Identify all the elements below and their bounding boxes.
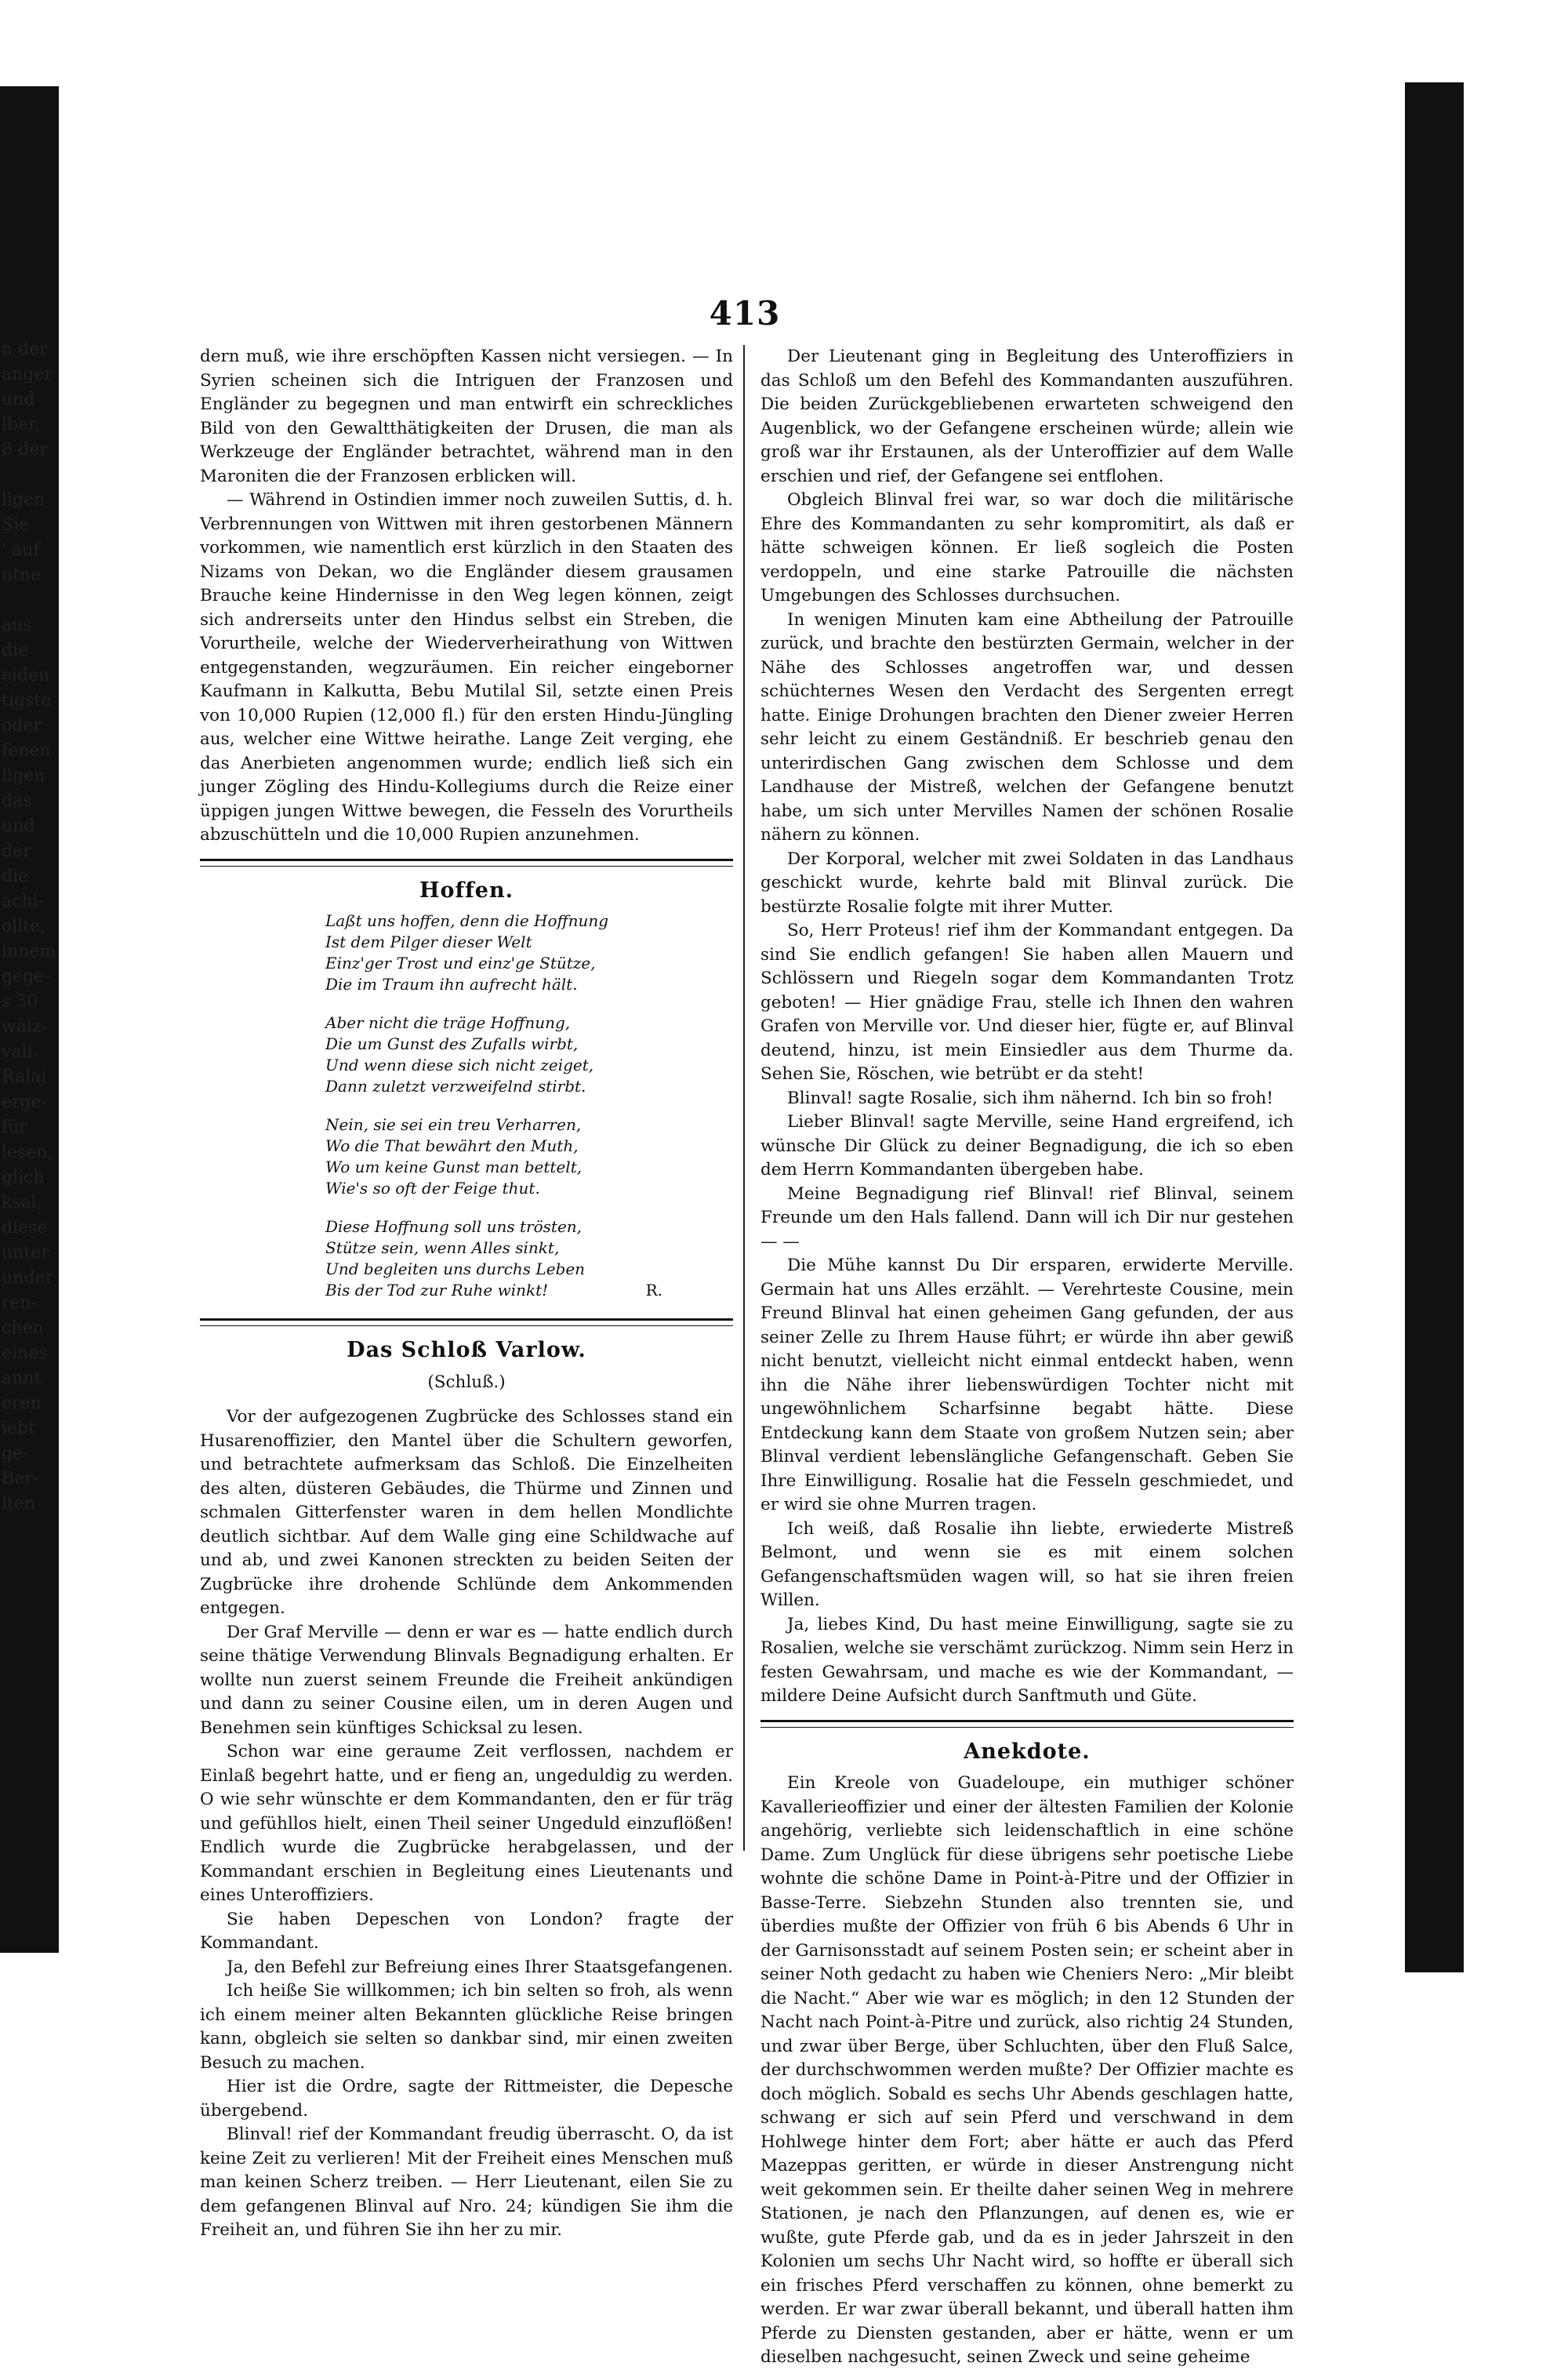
margin-fragment: under bbox=[2, 1268, 53, 1288]
margin-fragment: annt bbox=[2, 1369, 42, 1388]
margin-fragment: unter bbox=[2, 1243, 49, 1263]
poem-line: Dann zuletzt verzweifelnd stirbt. bbox=[325, 1077, 586, 1096]
margin-fragment: erge- bbox=[2, 1092, 48, 1112]
anecdote-title: Anekdote. bbox=[964, 1739, 1091, 1764]
margin-fragment: ksal, bbox=[2, 1193, 42, 1212]
story-paragraph: In wenigen Minuten kam eine Abtheilung der Patrouille zurück, und brachte den bestürzten Germain, welcher in der Nähe des Schlosses angetroffen war, und dessen schüchternes Wesen den Verdacht des Sergenten erregt hatte. Einige Drohungen brachten den Diener zweier Herren sehr leicht zu einem Geständniß. Er beschrieb genau den unterirdischen Gang zwischen dem Schlosse und dem Landhause der Mistreß, welchen der Gefangene benutzt habe, um sich unter Mervilles Namen der schönen Rosalie nähern zu können. bbox=[760, 609, 1294, 845]
poem-line: Und begleiten uns durchs Leben bbox=[325, 1260, 586, 1278]
margin-fragment: Sie bbox=[2, 515, 30, 535]
margin-fragment bbox=[2, 463, 49, 488]
margin-fragment: ligen bbox=[2, 490, 45, 510]
news-paragraph-india: — Während in Ostindien immer noch zuweilen Suttis, d. h. Verbrennungen von Wittwen mit ihren gestorbenen Männern vorkommen, wie namentlich erst kürzlich in den Staaten des Nizams von Dekan, wo die Engländer diesem grausamen Brauche keine Hindernisse in den Weg legen können, zeigt sich andrerseits unter den Hindus selbst ein Streben, die Vorurtheile, welche der Wiederverheirathung von Wittwen entgegenstanden, wegzuräumen. Ein reicher eingeborner Kaufmann in Kalkutta, Bebu Mutilal Sil, setzte einen Preis von 10,000 Rupien (12,000 fl.) für den ersten Hindu-Jüngling aus, welcher eine Wittwe heirathe. Lange Zeit verging, ehe das Anerbieten angenommen wurde; endlich ließ sich ein junger Zögling des Hindu-Kollegiums durch die Reize einer üppigen jungen Wittwe bewegen, die Fesseln des Vorurtheils abzuschütteln und die 10,000 Rupien anzunehmen. bbox=[200, 490, 733, 845]
story-paragraph: Die Mühe kannst Du Dir ersparen, erwiderte Merville. Germain hat uns Alles erzählt. — Verehrteste Cousine, mein Freund Blinval hat einen geheimen Gang gefunden, der aus seiner Zelle zu Ihrem Hause führt; er würde ihn aber gewiß nicht benutzt, vielleicht nicht einmal entdeckt haben, wenn ihn die Nähe ihrer liebenswürdigen Tochter nicht mit ungewöhnlichem Scharfsinne begabt hätte. Diese Entdeckung kann dem Staate von großem Nutzen sein; aber Blinval verdient lebenslängliche Gefangenschaft. Geben Sie Ihre Einwilligung. Rosalie hat die Fesseln geschmiedet, und er wird sie ohne Murren tragen. bbox=[760, 1256, 1294, 1514]
poem-line: Wo um keine Gunst man bettelt, bbox=[325, 1158, 583, 1176]
anecdote-paragraph: Ein Kreole von Guadeloupe, ein muthiger schöner Kavallerieoffizier und einer der ältesten Familien der Kolonie angehörig, verliebte sich leidenschaftlich in eine schöne Dame. Zum Unglück für diese übrigens sehr poetische Liebe wohnte die schöne Dame in Point-à-Pitre und der Offizier in Basse-Terre. Siebzehn Stunden also trennten sie, und überdies mußte der Offizier von früh 6 bis Abends 6 Uhr in der Garnisonsstadt auf seinem Posten sein; er scheint aber in seiner Noth gedacht zu haben wie Cheniers Nero: „Mir bleibt die Nacht.“ Aber wie war es möglich; in den 12 Stunden der Nacht nach Point-à-Pitre und zurück, also richtig 24 Stunden, und zwar über Berge, über Schluchten, über den Fluß Salce, der durchschwommen werden mußte? Der Offizier machte es doch möglich. Sobald es sechs Uhr Abends geschlagen hatte, schwang er sich auf sein Pferd und verschwand in dem Hohlwege hinter dem Fort; aber hätte er auch das Pferd Mazeppas geritten, er würde in dieser Anstrengung nicht weit gekommen sein. Er theilte daher seinen Weg in mehrere Stationen, je nach den Pflanzungen, auf denen es, wie er wußte, gute Pferde gab, und da es in jeder Jahrszeit in den Kolonien um sechs Uhr Nacht wird, so hoffte er überall sich ein frisches Pferd verschaffen zu können, ohne bemerkt zu werden. Er war zwar überall bekannt, und überall hatten ihm Pferde zu Diensten gestanden, aber er hätte, wenn er um dieselben nachgesucht, seinen Zweck und seine geheime bbox=[760, 1773, 1294, 2367]
margin-fragment: Ber- bbox=[2, 1469, 39, 1489]
poem-line: Die im Traum ihn aufrecht hält. bbox=[325, 975, 578, 994]
margin-fragment: chen bbox=[2, 1318, 44, 1338]
story-paragraph: Ja, den Befehl zur Befreiung eines Ihrer Staatsgefangenen. bbox=[227, 1957, 733, 1977]
margin-fragment: ge- bbox=[2, 1444, 29, 1463]
section-separator bbox=[760, 1720, 1294, 1728]
poem-line: Die um Gunst des Zufalls wirbt, bbox=[325, 1034, 579, 1053]
section-separator bbox=[200, 859, 733, 867]
margin-fragment: achi- bbox=[2, 892, 45, 911]
margin-fragment: vall. bbox=[2, 1042, 38, 1062]
poem-line: Diese Hoffnung soll uns trösten, bbox=[325, 1217, 583, 1236]
margin-fragment: gege- bbox=[2, 967, 50, 987]
margin-fragment: ligen bbox=[2, 766, 45, 786]
story-paragraph: Hier ist die Ordre, sagte der Rittmeister, die Depesche übergebend. bbox=[200, 2077, 733, 2121]
poem-last-line bbox=[325, 1280, 662, 1301]
right-column bbox=[760, 345, 1294, 2370]
margin-fragment: der bbox=[2, 841, 31, 861]
story-paragraph: Schon war eine geraume Zeit verflossen, nachdem er Einlaß begehrt hatte, und er fieng an, ungeduldig zu werden. O wie sehr wünschte er dem Kommandanten, den er für träg und gefühllos hielt, einen Theil seiner Ungeduld einzuflößen! Endlich wurde die Zugbrücke herabgelassen, und der Kommandant erschien in Begleitung eines Lieutenants und eines Unteroffiziers. bbox=[200, 1742, 733, 1905]
margin-fragment: die bbox=[2, 867, 29, 886]
poem-stanza bbox=[325, 1216, 733, 1301]
margin-fragment: ' auf bbox=[2, 540, 40, 560]
page-number: 413 bbox=[709, 294, 781, 333]
story-paragraph: Der Lieutenant ging in Begleitung des Unteroffiziers in das Schloß um den Befehl des Kommandanten auszuführen. Die beiden Zurückgebliebenen erwarteten schweigend den Augenblick, wo der Gefangene erscheinen würde; allein wie groß war ihr Erstaunen, als der Unteroffizier auf dem Walle erschien und rief, der Gefangene sei entflohen. bbox=[760, 347, 1294, 486]
previous-page-fragments bbox=[2, 337, 56, 1517]
poem-line: Nein, sie sei ein treu Verharren, bbox=[325, 1115, 582, 1134]
margin-fragment: für bbox=[2, 1118, 27, 1137]
poem-line: Laßt uns hoffen, denn die Hoffnung bbox=[325, 911, 609, 930]
story-paragraph: Ich weiß, daß Rosalie ihn liebte, erwiederte Mistreß Belmont, und wenn sie es mit einem solchen Gefangenschaftsmüden wagen will, so hat sie ihren freien Willen. bbox=[760, 1518, 1294, 1610]
margin-fragment: das bbox=[2, 791, 32, 811]
story-paragraph: Ja, liebes Kind, Du hast meine Einwilligung, sagte sie zu Rosalien, welche sie verschämt zurückzog. Nimm sein Herz in festen Gewahrsam, und mache es wie der Kommandant, — mildere Deine Aufsicht durch Sanftmuth und Güte. bbox=[760, 1614, 1294, 1706]
story-paragraph: Ich heiße Sie willkommen; ich bin selten so froh, als wenn ich einem meiner alten Bekannten glückliche Reise bringen kann, obgleich sie selten so dankbar sind, mir einen zweiten Besuch zu machen. bbox=[200, 1981, 733, 2073]
poem-signature: R. bbox=[645, 1281, 662, 1300]
poem-line: Wie's so oft der Feige thut. bbox=[325, 1179, 540, 1198]
story-paragraph: Blinval! rief der Kommandant freudig überrascht. O, da ist keine Zeit zu verlieren! Mit der Freiheit eines Menschen muß man keinen Scherz treiben. — Herr Lieutenant, eilen Sie zu dem gefangenen Blinval auf Nro. 24; kündigen Sie ihm die Freiheit an, und führen Sie ihn her zu mir. bbox=[200, 2125, 733, 2240]
margin-fragment: n der bbox=[2, 340, 48, 359]
margin-fragment: eren bbox=[2, 1394, 42, 1413]
poem-stanza bbox=[325, 911, 733, 995]
poem-line: Einz'ger Trost und einz'ge Stütze, bbox=[325, 954, 596, 972]
margin-fragment: aus bbox=[2, 616, 32, 635]
story-paragraph: Vor der aufgezogenen Zugbrücke des Schlosses stand ein Husarenoffizier, den Mantel über die Schultern geworfen, und betrachtete aufmerksam das Schloß. Die Einzelheiten des alten, düsteren Gebäudes, die Thürme und Zinnen und schmalen Gitterfenster waren in dem hellen Mondlichte deutlich sichtbar. Auf dem Walle ging eine Schildwache auf und ab, und zwei Kanonen streckten zu beiden Seiten der Zugbrücke ihre drohende Schlünde dem Ankommenden entgegen. bbox=[200, 1407, 733, 1618]
margin-fragment: anger bbox=[2, 365, 53, 384]
margin-fragment: glich bbox=[2, 1168, 45, 1187]
poem-stanza bbox=[325, 1012, 733, 1097]
margin-fragment: oder bbox=[2, 716, 42, 736]
story-paragraph: Lieber Blinval! sagte Merville, seine Hand ergreifend, ich wünsche Dir Glück zu deiner Begnadigung, die ich so eben dem Herrn Kommandanten übergeben habe. bbox=[760, 1112, 1294, 1180]
margin-fragment: 8 der bbox=[2, 440, 48, 460]
story-paragraph: Der Korporal, welcher mit zwei Soldaten in das Landhaus geschickt wurde, kehrte bald mit Blinval zurück. Die bestürzte Rosalie folgte mit ihrer Mutter. bbox=[760, 849, 1294, 917]
margin-fragment: und bbox=[2, 390, 35, 409]
margin-fragment bbox=[2, 588, 49, 613]
section-separator bbox=[200, 1318, 733, 1326]
story-paragraph: Sie haben Depeschen von London? fragte der Kommandant. bbox=[200, 1909, 733, 1953]
margin-fragment: lten bbox=[2, 1494, 36, 1514]
poem-line: Bis der Tod zur Ruhe winkt! bbox=[325, 1281, 549, 1300]
binding-shadow-right bbox=[1405, 82, 1464, 1972]
margin-fragment: ntne bbox=[2, 565, 42, 585]
poem-stanza bbox=[325, 1114, 733, 1199]
poem-body bbox=[325, 911, 733, 1301]
story-title: Das Schloß Varlow. bbox=[347, 1338, 586, 1362]
column-rule bbox=[743, 345, 745, 1851]
poem-line: Ist dem Pilger dieser Welt bbox=[325, 932, 532, 951]
margin-fragment: Ralaj bbox=[2, 1067, 47, 1087]
left-column bbox=[200, 345, 733, 2243]
margin-fragment: lesen, bbox=[2, 1143, 53, 1162]
margin-fragment: innem bbox=[2, 942, 56, 961]
margin-fragment: lber, bbox=[2, 415, 41, 434]
story-paragraph: Obgleich Blinval frei war, so war doch die militärische Ehre des Kommandanten zu sehr kompromitirt, als daß er hätte schweigen können. Er ließ sogleich die Posten verdoppeln, und eine starke Patrouille die nächsten Umgebungen des Schlosses durchsuchen. bbox=[760, 490, 1294, 605]
poem-line: Aber nicht die träge Hoffnung, bbox=[325, 1013, 571, 1032]
poem-line: Stütze sein, wenn Alles sinkt, bbox=[325, 1238, 560, 1257]
margin-fragment: eiden bbox=[2, 666, 50, 685]
story-paragraph: So, Herr Proteus! rief ihm der Kommandant entgegen. Da sind Sie endlich gefangen! Sie haben allen Mauern und Schlössern und Riegeln sogar dem Kommandanten Trotz geboten! — Hier gnädige Frau, stelle ich Ihnen den wahren Grafen von Merville vor. Und dieser hier, fügte er, auf Blinval deutend, hinzu, ist mein Einsiedler aus dem Thurme da. Sehen Sie, Röschen, wie betrübt er da steht! bbox=[760, 921, 1294, 1084]
margin-fragment: s 30 bbox=[2, 992, 38, 1012]
news-paragraph-syria: dern muß, wie ihre erschöpften Kassen nicht versiegen. — In Syrien scheinen sich die Intriguen der Franzosen und Engländer zu begegnen und man entwirft ein schreckliches Bild von den Gewaltthätigkeiten der Drusen, die man als Werkzeuge der Engländer betrachtet, während man in den Maroniten die der Franzosen erblicken will. bbox=[200, 347, 733, 486]
story-paragraph: Meine Begnadigung rief Blinval! rief Blinval, seinem Freunde um den Hals fallend. Dann will ich Dir nur gestehen — — bbox=[760, 1183, 1294, 1252]
margin-fragment: ollte, bbox=[2, 917, 46, 936]
margin-fragment: eines bbox=[2, 1343, 48, 1363]
story-paragraph: Der Graf Merville — denn er war es — hatte endlich durch seine thätige Verwendung Blinvals Begnadigung erhalten. Er wollte nun zuerst seinem Freunde die Freiheit ankündigen und dann zu seiner Cousine eilen, um in deren Augen und Benehmen sein künftiges Schicksal zu lesen. bbox=[200, 1622, 733, 1738]
margin-fragment: tigste bbox=[2, 691, 52, 711]
margin-fragment: die bbox=[2, 641, 29, 660]
story-paragraph: Blinval! sagte Rosalie, sich ihm nähernd. Ich bin so froh! bbox=[787, 1088, 1274, 1108]
poem-line: Wo die That bewährt den Muth, bbox=[325, 1136, 579, 1155]
margin-fragment: iebt bbox=[2, 1419, 35, 1438]
margin-fragment: ren- bbox=[2, 1293, 38, 1313]
poem-title: Hoffen. bbox=[419, 878, 514, 903]
margin-fragment: diese bbox=[2, 1218, 48, 1238]
margin-fragment: und bbox=[2, 816, 35, 836]
story-subtitle: (Schluß.) bbox=[427, 1372, 506, 1392]
margin-fragment: wälz- bbox=[2, 1017, 48, 1037]
poem-line: Und wenn diese sich nicht zeiget, bbox=[325, 1056, 594, 1074]
margin-fragment: fenen bbox=[2, 741, 51, 761]
